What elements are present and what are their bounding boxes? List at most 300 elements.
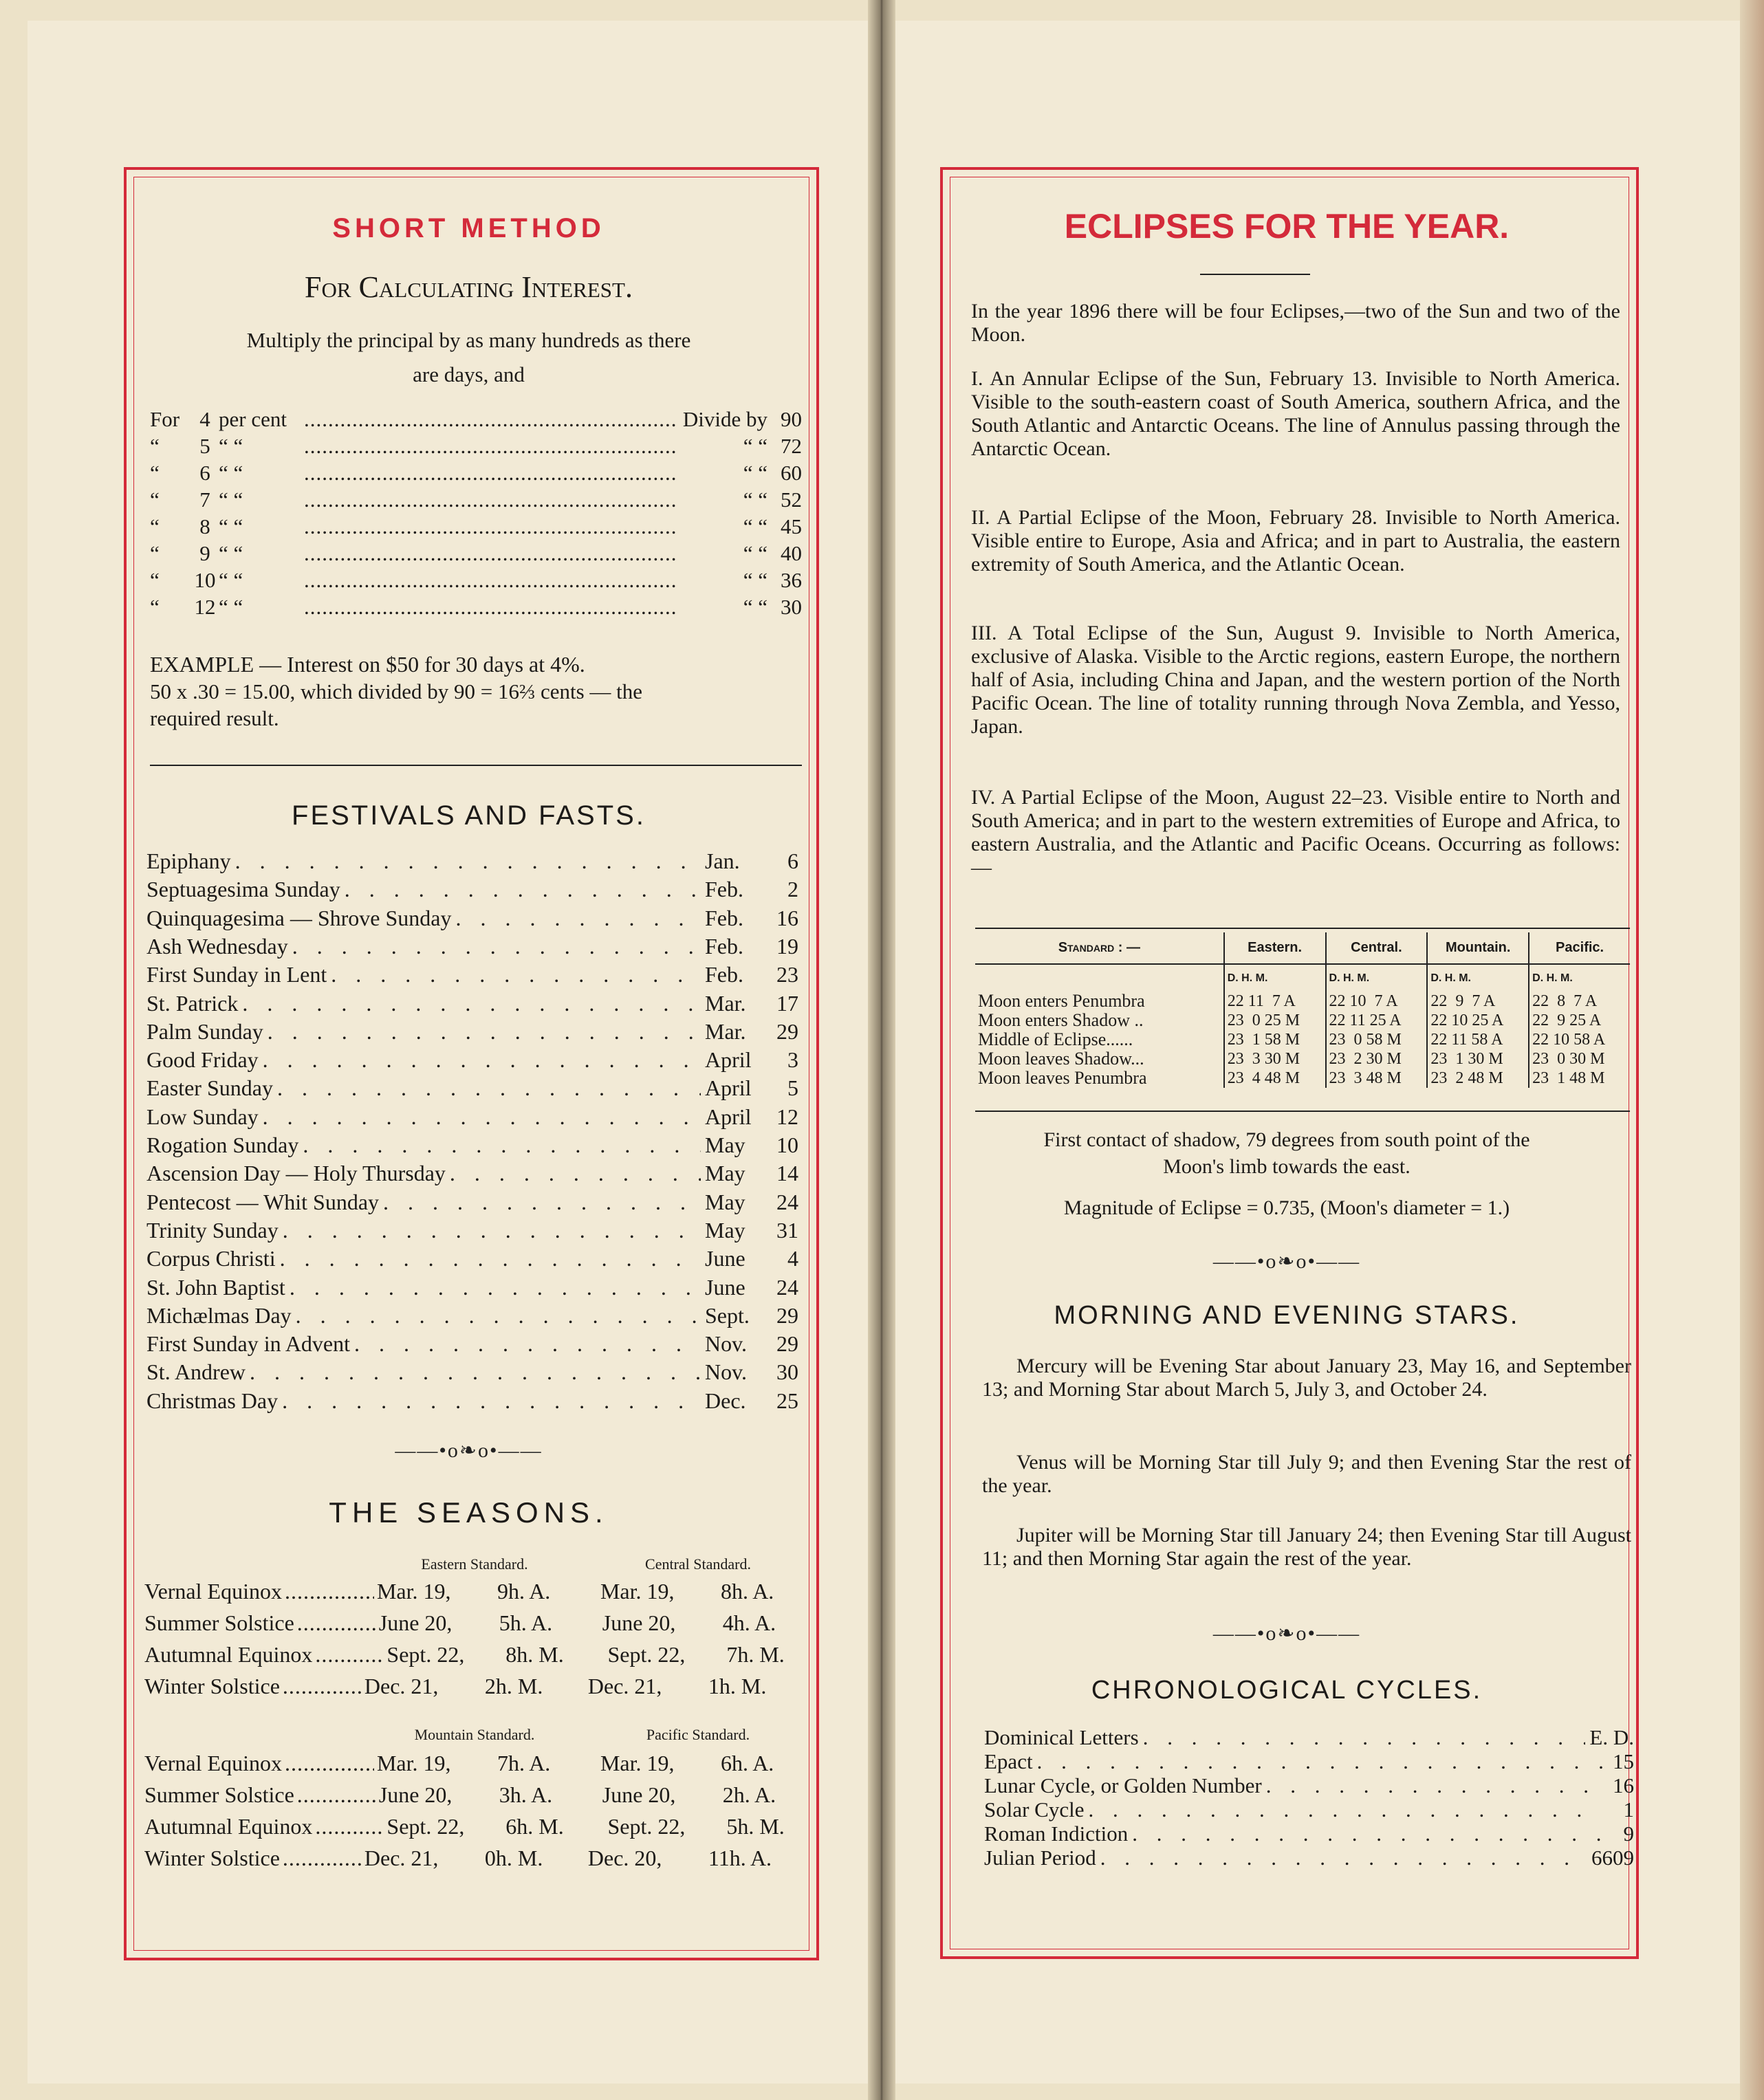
festival-row	[146, 1190, 798, 1215]
festival-month: Feb.	[705, 933, 743, 959]
interest-prefix: “	[150, 461, 160, 485]
festival-name: Easter Sunday	[146, 1075, 273, 1101]
festival-name: St. Andrew	[146, 1359, 246, 1385]
leader-dots	[296, 1303, 701, 1328]
festival-month: April	[705, 1075, 752, 1101]
eclipse-item-3: III. A Total Eclipse of the Sun, August 9. Invisible to North America, exclusive of Alaska. Visible to the Arctic regions, eastern Europe, the northern half of Asia, including China and Japan, and the western portion of the North Pacific Ocean. The line of totality running through Nova Zembla, and Yesso, Japan.	[971, 622, 1620, 738]
festival-name: Epiphany	[146, 849, 231, 873]
cycle-row	[984, 1726, 1634, 1749]
festival-name: First Sunday in Advent	[146, 1331, 351, 1357]
interest-rate: 6	[199, 461, 210, 485]
season-date-2: June 20,	[602, 1610, 676, 1635]
cycle-value: 6609	[1591, 1846, 1634, 1870]
leader-dots	[297, 1610, 376, 1636]
festival-name: Ascension Day — Holy Thursday	[146, 1161, 446, 1186]
interest-row	[150, 407, 802, 432]
eclipse-time: 22 10 58 A	[1529, 1030, 1630, 1049]
festival-day: 10	[776, 1133, 798, 1157]
cycle-value: 15	[1613, 1749, 1634, 1773]
leader-dots	[283, 1218, 701, 1243]
season-time-1: 8h. M.	[505, 1642, 564, 1667]
interest-per-cent: “ “	[219, 541, 243, 565]
season-date-2: June 20,	[602, 1782, 676, 1807]
season-time-2: 11h. A.	[708, 1846, 772, 1870]
interest-row	[150, 514, 802, 539]
leader-dots	[450, 1161, 701, 1186]
festival-month: May	[705, 1217, 745, 1243]
leader-dots	[1132, 1822, 1602, 1846]
festival-day: 14	[776, 1161, 798, 1186]
festival-month: April	[705, 1047, 752, 1073]
interest-rate: 5	[199, 434, 210, 458]
interest-intro-1: Multiply the principal by as many hundreds as there	[246, 328, 691, 352]
example-line-1: EXAMPLE — Interest on $50 for 30 days at 4%.	[150, 652, 585, 677]
festival-day: 25	[776, 1388, 798, 1413]
leader-dots	[268, 1019, 701, 1044]
season-date-1: Dec. 21,	[364, 1674, 439, 1698]
festival-month: Feb.	[705, 905, 743, 930]
season-date-1: Sept. 22,	[386, 1642, 465, 1667]
festival-month: Mar.	[705, 1018, 746, 1044]
cycle-name: Lunar Cycle, or Golden Number	[984, 1773, 1262, 1797]
cycle-name: Dominical Letters	[984, 1725, 1139, 1749]
eclipse-time: 23 4 48 M	[1224, 1069, 1326, 1088]
leader-dots	[304, 595, 675, 620]
leader-dots	[1266, 1774, 1602, 1797]
mercury-text: Mercury will be Evening Star about January 23, May 16, and September 13; and Morning Star about March 5, July 3, and October 24.	[982, 1355, 1631, 1401]
leader-dots	[285, 1579, 374, 1604]
festival-month: Nov.	[705, 1331, 748, 1357]
festival-day: 5	[787, 1075, 798, 1101]
season-time-1: 9h. A.	[497, 1579, 551, 1604]
interest-divisor: 40	[781, 541, 802, 565]
interest-divide-by: “ “	[743, 514, 767, 538]
example-line-3: required result.	[150, 706, 279, 730]
interest-prefix: “	[150, 595, 160, 619]
leader-dots	[383, 1190, 701, 1215]
interest-prefix: “	[150, 488, 160, 512]
zone-central: Central.	[1326, 932, 1428, 964]
festival-row	[146, 1388, 798, 1414]
season-time-1: 5h. A.	[499, 1610, 553, 1635]
festival-day: 2	[787, 877, 798, 902]
eclipse-event: Moon leaves Penumbra	[978, 1068, 1147, 1088]
festival-name: Palm Sunday	[146, 1018, 263, 1044]
festival-month: Jan.	[705, 849, 740, 873]
leader-dots	[297, 1782, 376, 1808]
interest-divider	[150, 765, 802, 766]
leader-dots	[1143, 1726, 1586, 1749]
festival-month: May	[705, 1189, 745, 1214]
festival-row	[146, 1047, 798, 1073]
units-eastern: D. H. M.	[1224, 964, 1326, 992]
leader-dots	[263, 1047, 701, 1073]
eclipse-time: 22 11 7 A	[1224, 992, 1326, 1011]
stars-title: MORNING AND EVENING STARS.	[1054, 1301, 1520, 1330]
eclipse-timetable	[975, 932, 1630, 1088]
seasons-header-mountain: Mountain Standard.	[414, 1726, 535, 1743]
cycle-name: Julian Period	[984, 1846, 1096, 1870]
festival-day: 29	[776, 1331, 798, 1357]
eclipse-event: Middle of Eclipse......	[978, 1029, 1133, 1049]
leader-dots	[345, 877, 701, 902]
festival-month: May	[705, 1161, 745, 1186]
season-date-1: Sept. 22,	[386, 1814, 465, 1839]
interest-per-cent: “ “	[219, 461, 243, 485]
cycle-value: 1	[1623, 1797, 1634, 1822]
leader-dots	[456, 906, 701, 931]
festival-day: 19	[776, 933, 798, 959]
festival-row	[146, 962, 798, 987]
interest-divisor: 60	[781, 461, 802, 485]
leader-dots	[242, 991, 701, 1016]
season-row	[144, 1674, 801, 1699]
interest-divide-by: “ “	[743, 434, 767, 458]
season-time-2: 5h. M.	[726, 1814, 785, 1839]
interest-row	[150, 568, 802, 593]
season-time-1: 3h. A.	[499, 1782, 553, 1807]
season-time-2: 6h. A.	[720, 1751, 774, 1775]
eclipse-item-4: IV. A Partial Eclipse of the Moon, August 22–23. Visible entire to North and South America; and in part to the western extremities of Europe and Africa, to eastern Australia, and the Atlantic and Pacific Oceans. Occurring as follows:—	[971, 786, 1620, 879]
season-time-2: 4h. A.	[722, 1610, 776, 1635]
eclipse-time: 22 8 7 A	[1529, 992, 1630, 1011]
season-date-1: Mar. 19,	[376, 1579, 451, 1604]
interest-rate: 12	[194, 595, 216, 619]
interest-rate: 10	[194, 568, 216, 592]
leader-dots	[304, 541, 675, 566]
season-time-1: 0h. M.	[484, 1846, 543, 1870]
eclipse-item-2: II. A Partial Eclipse of the Moon, February 28. Invisible to North America. Visible entire to Europe, Asia and Africa; and in part to Australia, the eastern extremity of South America, and the Atlantic Ocean.	[971, 506, 1620, 576]
interest-rate: 9	[199, 541, 210, 565]
interest-prefix: “	[150, 541, 160, 565]
festival-day: 12	[776, 1104, 798, 1129]
interest-per-cent: “ “	[219, 514, 243, 538]
interest-row	[150, 488, 802, 512]
festival-month: May	[705, 1133, 745, 1157]
interest-divisor: 90	[781, 407, 802, 431]
leader-dots	[303, 1133, 701, 1158]
eclipse-time: 22 11 58 A	[1427, 1030, 1529, 1049]
interest-prefix: “	[150, 568, 160, 592]
eclipse-standard-label: Standard : —	[1058, 940, 1140, 955]
festival-row	[146, 1161, 798, 1186]
interest-rate: 4	[199, 407, 210, 431]
season-date-2: Dec. 21,	[587, 1674, 662, 1698]
interest-divisor: 36	[781, 568, 802, 592]
festival-row	[146, 1246, 798, 1271]
cycle-name: Epact	[984, 1749, 1033, 1773]
interest-row	[150, 541, 802, 566]
season-time-1: 7h. A.	[497, 1751, 551, 1775]
eclipses-title: ECLIPSES FOR THE YEAR.	[1064, 207, 1510, 245]
leader-dots	[292, 934, 701, 959]
festival-name: Pentecost — Whit Sunday	[146, 1189, 380, 1214]
season-date-2: Sept. 22,	[607, 1642, 686, 1667]
leader-dots	[235, 849, 701, 874]
eclipse-row	[975, 1011, 1630, 1030]
interest-divisor: 45	[781, 514, 802, 538]
festival-month: Feb.	[705, 877, 743, 902]
leader-dots	[263, 1104, 701, 1130]
cycle-row	[984, 1750, 1634, 1773]
leader-dots	[1100, 1846, 1587, 1870]
eclipse-time: 23 1 58 M	[1224, 1030, 1326, 1049]
interest-divisor: 30	[781, 595, 802, 619]
festival-day: 24	[776, 1189, 798, 1214]
season-time-2: 2h. A.	[722, 1782, 776, 1807]
festival-row	[146, 1303, 798, 1328]
interest-title: SHORT METHOD	[332, 213, 605, 243]
cycle-row	[984, 1774, 1634, 1797]
season-time-2: 8h. A.	[720, 1579, 774, 1604]
eclipses-intro: In the year 1896 there will be four Eclipses,—two of the Sun and two of the Moon.	[971, 300, 1620, 346]
cycle-name: Solar Cycle	[984, 1797, 1085, 1822]
interest-divisor: 52	[781, 488, 802, 512]
venus-text: Venus will be Morning Star till July 9; and then Evening Star the rest of the year.	[982, 1451, 1631, 1497]
festival-day: 29	[776, 1018, 798, 1044]
cycle-value: E. D.	[1589, 1725, 1634, 1749]
festival-row	[146, 991, 798, 1016]
festival-name: Ash Wednesday	[146, 933, 288, 959]
festival-row	[146, 849, 798, 874]
cycles-title: CHRONOLOGICAL CYCLES.	[1091, 1676, 1483, 1705]
festival-row	[146, 906, 798, 931]
festival-row	[146, 1331, 798, 1357]
festivals-title: FESTIVALS AND FASTS.	[292, 800, 646, 831]
interest-divide-by: Divide by	[682, 407, 767, 431]
festival-month: April	[705, 1104, 752, 1129]
season-row	[144, 1610, 801, 1636]
units-central: D. H. M.	[1326, 964, 1428, 992]
festival-month: Dec.	[705, 1388, 746, 1413]
interest-per-cent: per cent	[219, 407, 287, 431]
festival-day: 3	[787, 1047, 798, 1073]
leader-dots	[315, 1642, 384, 1667]
festival-row	[146, 1133, 798, 1158]
season-time-1: 2h. M.	[484, 1674, 543, 1698]
leader-dots	[304, 434, 675, 459]
festival-day: 17	[776, 990, 798, 1016]
interest-per-cent: “ “	[219, 434, 243, 458]
interest-per-cent: “ “	[219, 488, 243, 512]
eclipse-event: Moon leaves Shadow...	[978, 1049, 1144, 1069]
leader-dots	[280, 1246, 701, 1271]
eclipse-time: 23 3 48 M	[1326, 1069, 1428, 1088]
season-date-1: Dec. 21,	[364, 1846, 439, 1870]
season-date-2: Dec. 20,	[587, 1846, 662, 1870]
eclipse-time: 23 0 30 M	[1529, 1049, 1630, 1069]
season-time-1: 6h. M.	[505, 1814, 564, 1839]
eclipse-time: 22 10 25 A	[1427, 1011, 1529, 1030]
leader-dots	[1089, 1798, 1603, 1822]
leader-dots	[315, 1814, 384, 1839]
cycle-value: 9	[1623, 1822, 1634, 1846]
leader-dots	[282, 1388, 701, 1414]
season-name: Vernal Equinox	[144, 1751, 282, 1775]
eclipse-time: 23 2 30 M	[1326, 1049, 1428, 1069]
season-name: Winter Solstice	[144, 1846, 280, 1870]
festival-name: Low Sunday	[146, 1104, 259, 1129]
season-row	[144, 1782, 801, 1808]
units-spacer	[975, 964, 1224, 992]
eclipse-time: 23 1 30 M	[1427, 1049, 1529, 1069]
example-line-2: 50 x .30 = 15.00, which divided by 90 = 16⅔ cents — the	[150, 679, 643, 703]
festival-month: Nov.	[705, 1359, 748, 1385]
festival-month: Feb.	[705, 962, 743, 987]
eclipse-table-bottom-rule	[975, 1111, 1630, 1112]
interest-prefix: “	[150, 434, 160, 458]
leader-dots	[1037, 1750, 1602, 1773]
interest-divide-by: “ “	[743, 461, 767, 485]
festival-day: 4	[787, 1246, 798, 1271]
festival-name: Corpus Christi	[146, 1246, 276, 1271]
festival-month: June	[705, 1274, 745, 1300]
festival-name: Good Friday	[146, 1047, 259, 1073]
season-row	[144, 1579, 801, 1604]
interest-row	[150, 461, 802, 485]
season-date-1: June 20,	[378, 1610, 453, 1635]
eclipse-row	[975, 1069, 1630, 1088]
eclipse-time: 23 1 48 M	[1529, 1069, 1630, 1088]
interest-divide-by: “ “	[743, 488, 767, 512]
interest-rate: 7	[199, 488, 210, 512]
festival-name: St. John Baptist	[146, 1274, 285, 1300]
cycle-row	[984, 1846, 1634, 1870]
season-row	[144, 1846, 801, 1871]
season-name: Autumnal Equinox	[144, 1814, 313, 1839]
leader-dots	[304, 407, 675, 432]
cycle-row	[984, 1822, 1634, 1846]
interest-per-cent: “ “	[219, 595, 243, 619]
eclipse-row	[975, 1049, 1630, 1069]
season-row	[144, 1814, 801, 1839]
leader-dots	[304, 461, 675, 485]
leader-dots	[304, 514, 675, 539]
interest-divide-by: “ “	[743, 568, 767, 592]
festival-name: Michælmas Day	[146, 1302, 292, 1328]
season-time-2: 1h. M.	[708, 1674, 767, 1698]
festival-row	[146, 1359, 798, 1385]
leader-dots	[283, 1846, 362, 1871]
ornament-divider-cycles: ——•o❧o•——	[1212, 1622, 1361, 1645]
eclipse-time: 22 10 7 A	[1326, 992, 1428, 1011]
festival-day: 31	[776, 1217, 798, 1243]
eclipse-row	[975, 992, 1630, 1011]
festival-name: First Sunday in Lent	[146, 962, 327, 987]
eclipse-row	[975, 1030, 1630, 1049]
season-row	[144, 1642, 801, 1667]
festival-name: St. Patrick	[146, 990, 239, 1016]
eclipse-time: 23 2 48 M	[1427, 1069, 1529, 1088]
season-name: Winter Solstice	[144, 1674, 280, 1698]
season-name: Summer Solstice	[144, 1610, 294, 1635]
ornament-divider: ——•o❧o•——	[395, 1439, 543, 1462]
eclipses-title-rule	[1200, 274, 1310, 275]
leader-dots	[354, 1331, 701, 1357]
zone-eastern: Eastern.	[1224, 932, 1326, 964]
festival-month: June	[705, 1246, 745, 1271]
eclipse-time: 22 9 7 A	[1427, 992, 1529, 1011]
magnitude-line: Magnitude of Eclipse = 0.735, (Moon's diameter = 1.)	[1063, 1196, 1510, 1219]
interest-prefix: For	[150, 407, 180, 431]
season-time-2: 7h. M.	[726, 1642, 785, 1667]
eclipse-time: 22 11 25 A	[1326, 1011, 1428, 1030]
festival-row	[146, 1104, 798, 1130]
festival-name: Trinity Sunday	[146, 1217, 279, 1243]
eclipse-event: Moon enters Shadow ..	[978, 1010, 1144, 1030]
festival-name: Rogation Sunday	[146, 1133, 299, 1157]
season-date-1: Mar. 19,	[376, 1751, 451, 1775]
cycle-value: 16	[1613, 1773, 1634, 1797]
interest-divisor: 72	[781, 434, 802, 458]
interest-subtitle: For Calculating Interest.	[305, 270, 633, 304]
interest-divide-by: “ “	[743, 541, 767, 565]
festival-day: 24	[776, 1274, 798, 1300]
interest-prefix: “	[150, 514, 160, 538]
cycle-row	[984, 1798, 1634, 1822]
festival-day: 16	[776, 905, 798, 930]
festival-month: Mar.	[705, 990, 746, 1016]
contact-line-1: First contact of shadow, 79 degrees from south point of the	[1043, 1128, 1530, 1151]
eclipse-time: 23 0 25 M	[1224, 1011, 1326, 1030]
season-date-2: Mar. 19,	[600, 1579, 675, 1604]
interest-row	[150, 595, 802, 620]
season-date-2: Sept. 22,	[607, 1814, 686, 1839]
festival-row	[146, 934, 798, 959]
leader-dots	[331, 962, 701, 987]
festival-row	[146, 877, 798, 902]
jupiter-text: Jupiter will be Morning Star till January 24; then Evening Star till August 11; and then Morning Star again the rest of the year.	[982, 1524, 1631, 1570]
eclipse-table-body	[975, 992, 1630, 1088]
zone-mountain: Mountain.	[1427, 932, 1529, 964]
units-mountain: D. H. M.	[1427, 964, 1529, 992]
festival-row	[146, 1218, 798, 1243]
leader-dots	[277, 1075, 701, 1101]
contact-line-2: Moon's limb towards the east.	[1163, 1155, 1411, 1178]
interest-rate: 8	[199, 514, 210, 538]
seasons-title: THE SEASONS.	[329, 1496, 609, 1529]
leader-dots	[283, 1674, 362, 1699]
leader-dots	[304, 568, 675, 593]
season-name: Autumnal Equinox	[144, 1642, 313, 1667]
leader-dots	[290, 1275, 701, 1300]
festival-day: 23	[776, 962, 798, 987]
seasons-header-central: Central Standard.	[645, 1555, 751, 1573]
eclipse-time: 23 3 30 M	[1224, 1049, 1326, 1069]
leader-dots	[285, 1751, 374, 1776]
interest-per-cent: “ “	[219, 568, 243, 592]
interest-intro-2: are days, and	[413, 362, 525, 386]
season-row	[144, 1751, 801, 1776]
eclipse-table-top-rule	[975, 928, 1630, 929]
festival-name: Quinquagesima — Shrove Sunday	[146, 905, 452, 930]
festival-row	[146, 1075, 798, 1101]
festival-day: 30	[776, 1359, 798, 1385]
seasons-header-eastern: Eastern Standard.	[421, 1555, 528, 1573]
units-pacific: D. H. M.	[1529, 964, 1630, 992]
book-edge	[1740, 0, 1764, 2100]
interest-divide-by: “ “	[743, 595, 767, 619]
festival-row	[146, 1019, 798, 1044]
season-name: Summer Solstice	[144, 1782, 294, 1807]
eclipse-event: Moon enters Penumbra	[978, 991, 1145, 1011]
festival-day: 6	[787, 849, 798, 873]
festival-name: Septuagesima Sunday	[146, 877, 340, 902]
festival-row	[146, 1275, 798, 1300]
leader-dots	[250, 1359, 701, 1385]
book-gutter	[868, 0, 895, 2100]
eclipse-time: 23 0 58 M	[1326, 1030, 1428, 1049]
